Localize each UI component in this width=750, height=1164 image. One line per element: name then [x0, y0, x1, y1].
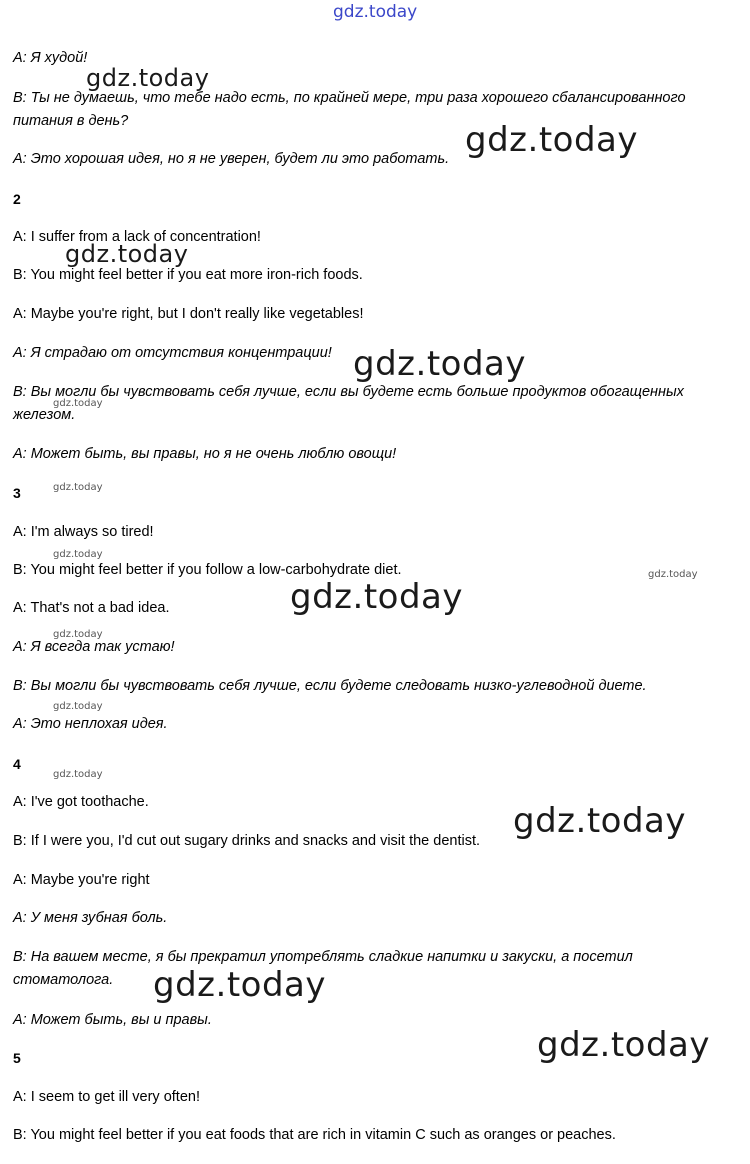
s2-ru-a1: A: Я страдаю от отсутствия концентрации!	[13, 345, 332, 361]
s3-ru-a1: A: Я всегда так устаю!	[13, 639, 175, 655]
watermark: gdz.today	[53, 629, 103, 640]
s3-en-b1: B: You might feel better if you follow a low-carbohydrate diet.	[13, 562, 402, 578]
watermark: gdz.today	[86, 64, 210, 92]
s3-en-a1: A: I'm always so tired!	[13, 524, 154, 540]
watermark: gdz.today	[53, 701, 103, 712]
watermark: gdz.today	[53, 398, 103, 409]
s2-en-a2: A: Maybe you're right, but I don't really like vegetables!	[13, 306, 364, 322]
watermark: gdz.today	[290, 577, 463, 617]
watermark: gdz.today	[353, 344, 526, 384]
watermark: gdz.today	[153, 965, 326, 1005]
section-number-2: 2	[13, 191, 21, 207]
section-number-3: 3	[13, 485, 21, 501]
s4-en-a1: A: I've got toothache.	[13, 794, 149, 810]
header-watermark: gdz.today	[333, 2, 418, 22]
s3-ru-b1: B: Вы могли бы чувствовать себя лучше, если будете следовать низко-углеводной диете.	[13, 678, 647, 694]
s1-ru-a1: A: Я худой!	[13, 50, 88, 66]
section-number-5: 5	[13, 1050, 21, 1066]
watermark: gdz.today	[65, 240, 189, 268]
s2-en-b1: B: You might feel better if you eat more iron-rich foods.	[13, 267, 363, 283]
s5-en-b1: B: You might feel better if you eat foods that are rich in vitamin C such as oranges or peaches.	[13, 1127, 616, 1143]
watermark: gdz.today	[53, 482, 103, 493]
watermark: gdz.today	[648, 569, 698, 580]
watermark: gdz.today	[465, 120, 638, 160]
s2-en-a1: A: I suffer from a lack of concentration!	[13, 229, 261, 245]
s4-ru-a1: A: У меня зубная боль.	[13, 910, 168, 926]
s4-ru-a2: A: Может быть, вы и правы.	[13, 1012, 212, 1028]
s2-ru-b1: B: Вы могли бы чувствовать себя лучше, если вы будете есть больше продуктов обогащенных железом.	[13, 384, 684, 423]
s4-en-a2: A: Maybe you're right	[13, 872, 150, 888]
s1-ru-a2: A: Это хорошая идея, но я не уверен, будет ли это работать.	[13, 151, 450, 167]
section-number-4: 4	[13, 756, 21, 772]
s4-ru-b1: B: На вашем месте, я бы прекратил употреблять сладкие напитки и закуски, а посетил стоматолога.	[13, 949, 633, 988]
s3-ru-a2: A: Это неплохая идея.	[13, 716, 168, 732]
watermark: gdz.today	[53, 769, 103, 780]
s2-ru-a2: A: Может быть, вы правы, но я не очень люблю овощи!	[13, 446, 397, 462]
s5-en-a1: A: I seem to get ill very often!	[13, 1089, 200, 1105]
s3-en-a2: A: That's not a bad idea.	[13, 600, 170, 616]
watermark: gdz.today	[513, 801, 686, 841]
watermark: gdz.today	[53, 549, 103, 560]
watermark: gdz.today	[537, 1025, 710, 1065]
s1-ru-b1: B: Ты не думаешь, что тебе надо есть, по крайней мере, три раза хорошего сбалансированного питания в день?	[13, 90, 686, 129]
s4-en-b1: B: If I were you, I'd cut out sugary drinks and snacks and visit the dentist.	[13, 833, 481, 849]
